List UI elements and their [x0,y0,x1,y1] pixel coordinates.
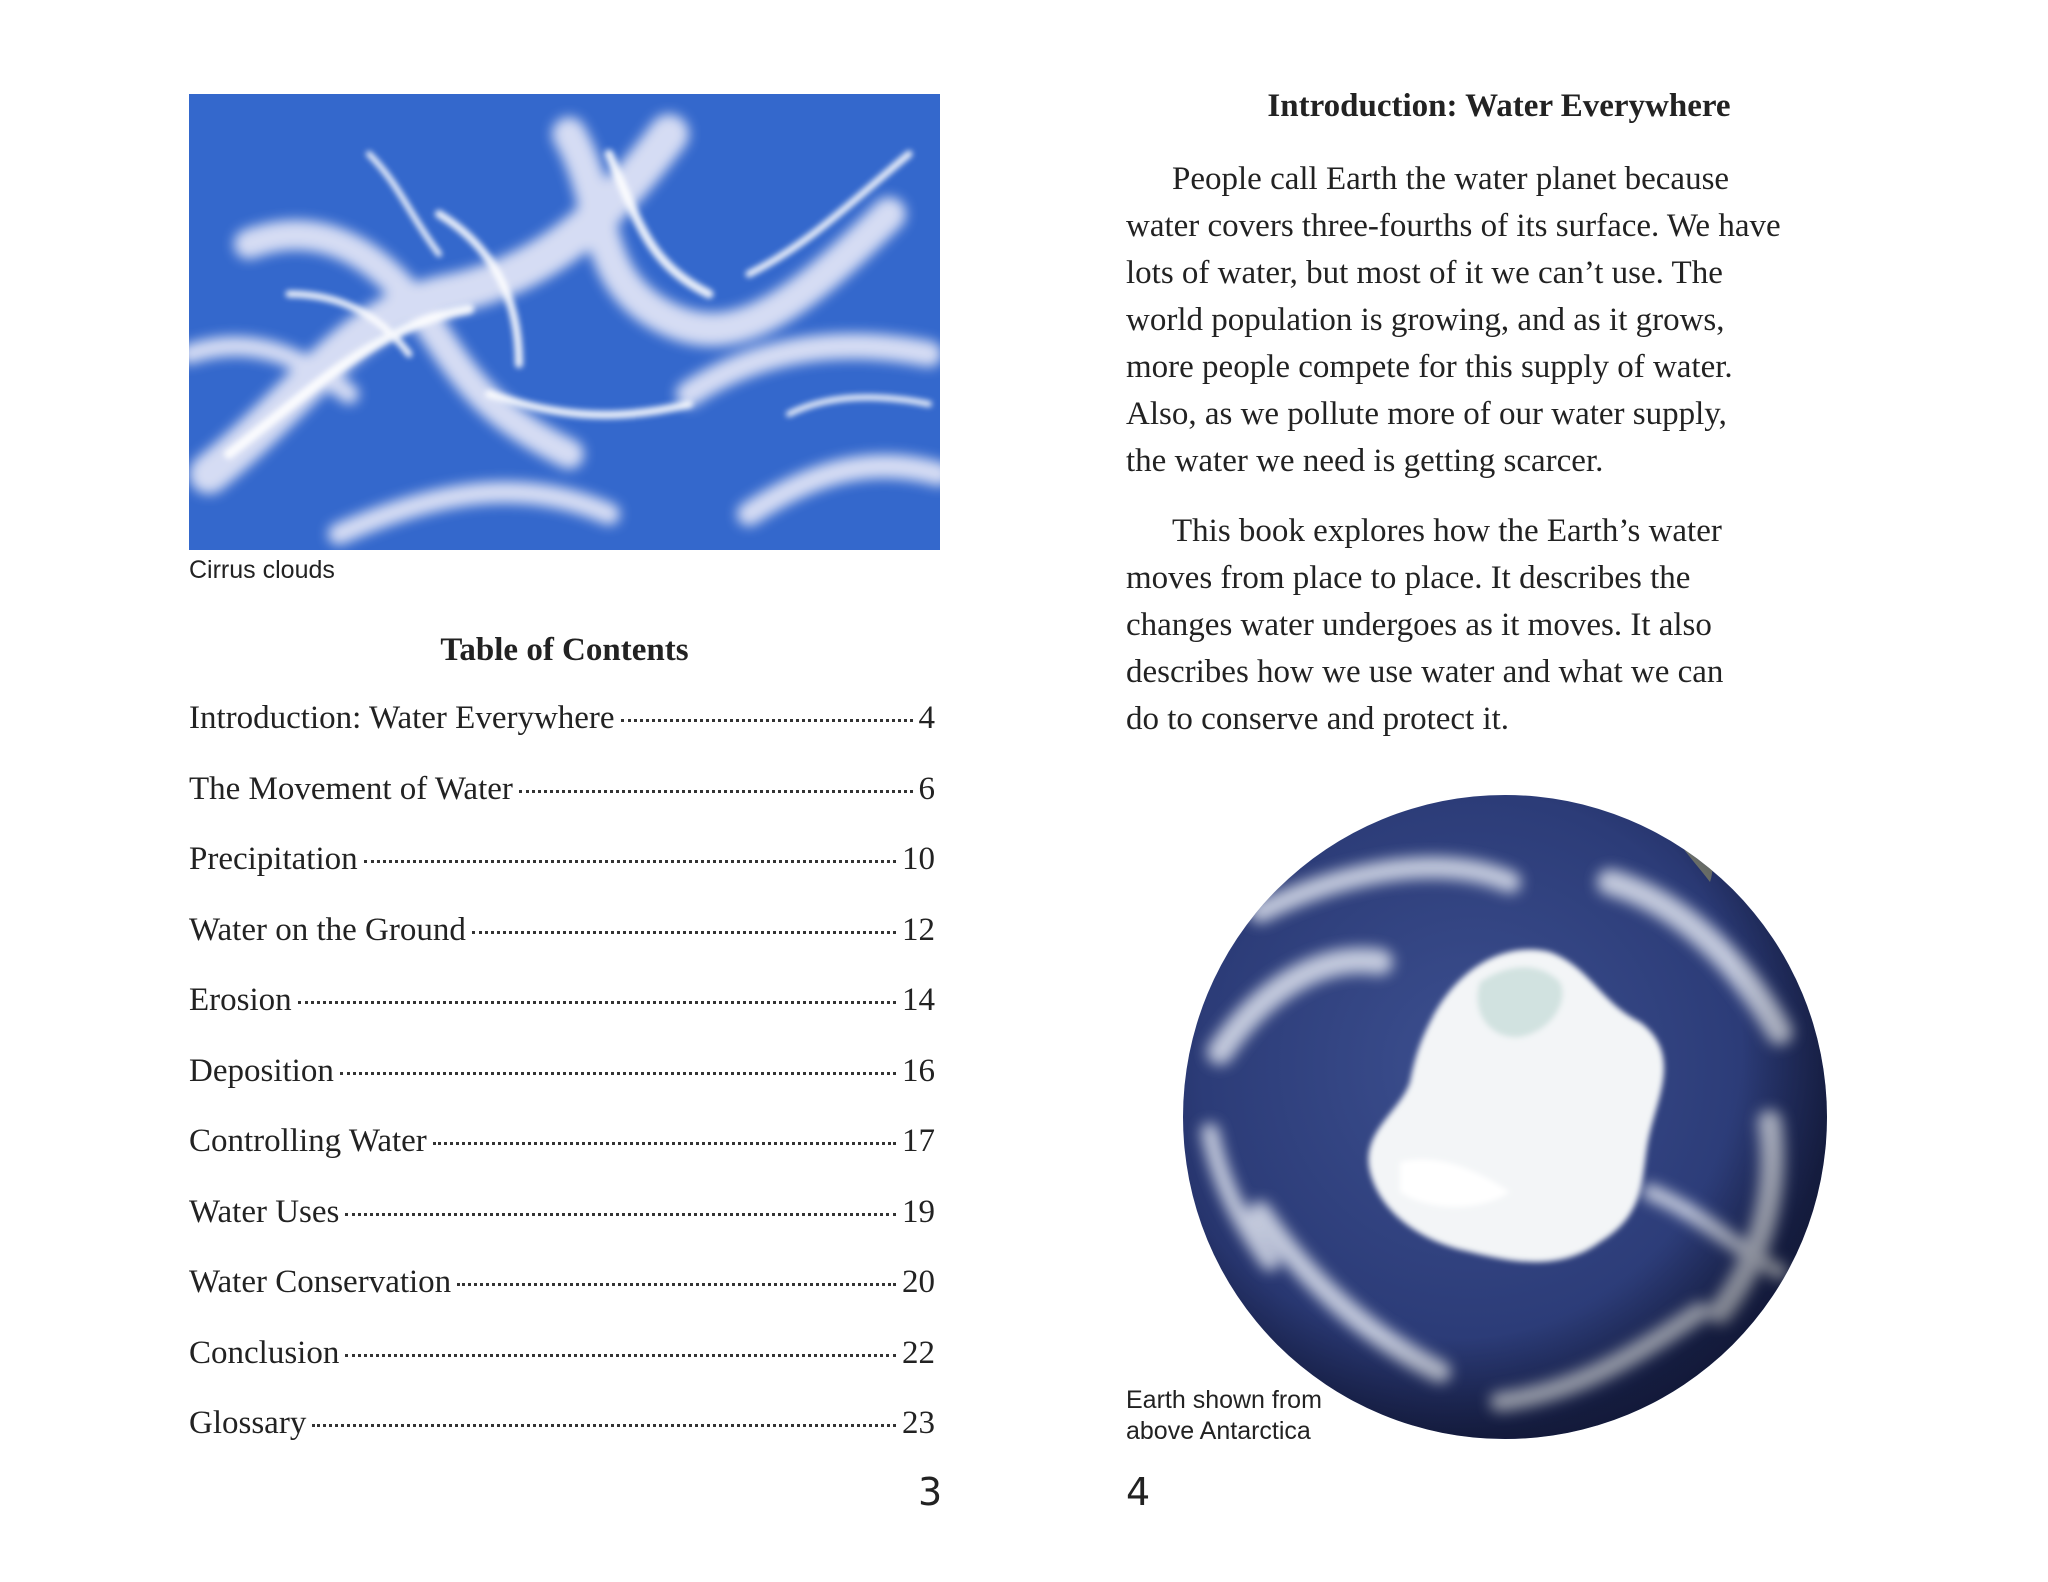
toc-entry[interactable] [189,1264,935,1335]
toc-leader-dots [345,1213,896,1216]
cirrus-clouds-photo [189,94,940,550]
toc-entry-label: Deposition [189,1052,334,1089]
toc-leader-dots [298,1001,896,1004]
cirrus-photo-caption: Cirrus clouds [189,556,335,584]
toc-entry-page: 16 [902,1052,935,1089]
toc-entry-page: 22 [902,1334,935,1371]
toc-entry[interactable] [189,1194,935,1265]
toc-leader-dots [519,790,913,793]
text-line: This book explores how the Earth’s water [1172,513,1722,549]
text-line: changes water undergoes as it moves. It also [1126,607,1712,643]
toc-entry-label: Water Uses [189,1193,340,1230]
toc-entry-page: 14 [902,982,935,1018]
toc-entry-page: 6 [918,770,935,807]
earth-photo-caption [1126,1385,1322,1447]
toc-entry[interactable] [189,771,935,842]
caption-line: above Antarctica [1126,1417,1311,1445]
toc-leader-dots [457,1283,896,1286]
toc-leader-dots [433,1142,896,1145]
toc-entry-label: Precipitation [189,841,358,877]
toc-entry-label: Controlling Water [189,1123,427,1159]
toc-leader-dots [472,931,896,934]
toc-entry-page: 17 [902,1123,935,1159]
toc-entry-page: 4 [918,700,935,736]
toc-entry[interactable] [189,912,935,983]
toc-entry-label: Glossary [189,1405,307,1441]
chapter-title: Introduction: Water Everywhere [1267,88,1731,124]
toc-entry-page: 10 [902,841,935,877]
page-number: 3 [918,1470,943,1514]
toc-entry-page: 19 [902,1193,935,1230]
intro-paragraph-1 [1126,156,1886,485]
toc-entry[interactable] [189,982,935,1053]
toc-leader-dots [340,1072,896,1075]
text-line: do to conserve and protect it. [1126,701,1510,737]
intro-paragraph-2 [1126,508,1886,743]
toc-entry[interactable] [189,1123,935,1194]
toc-entry[interactable] [189,1405,935,1476]
toc-entry[interactable] [189,1335,935,1406]
toc-entry[interactable] [189,700,935,771]
toc-leader-dots [345,1354,896,1357]
toc-leader-dots [312,1424,896,1427]
toc-entry[interactable] [189,1053,935,1124]
toc-entry-label: Erosion [189,982,292,1018]
toc-entry-label: Introduction: Water Everywhere [189,700,615,736]
toc-leader-dots [364,860,896,863]
text-line: the water we need is getting scarcer. [1126,443,1604,479]
text-line: People call Earth the water planet because [1172,161,1730,197]
toc-entry-label: Conclusion [189,1334,340,1371]
toc-entry-page: 23 [902,1405,935,1441]
text-line: world population is growing, and as it grows, [1126,302,1725,338]
earth-globe-photo [1180,792,1830,1442]
caption-line: Earth shown from [1126,1386,1322,1414]
text-line: lots of water, but most of it we can’t use. The [1126,255,1723,291]
toc-entry-page: 12 [902,911,935,948]
toc-title: Table of Contents [440,632,689,668]
table-of-contents [189,700,935,1476]
toc-entry[interactable] [189,841,935,912]
toc-entry-label: Water on the Ground [189,911,466,948]
toc-leader-dots [621,719,913,722]
page-number: 4 [1126,1470,1151,1514]
text-line: water covers three-fourths of its surface. We have [1126,208,1781,244]
toc-entry-label: The Movement of Water [189,770,513,807]
text-line: more people compete for this supply of water. [1126,349,1733,385]
toc-entry-page: 20 [902,1264,935,1300]
text-line: Also, as we pollute more of our water supply, [1126,396,1727,432]
toc-entry-label: Water Conservation [189,1264,452,1300]
text-line: describes how we use water and what we can [1126,654,1724,690]
text-line: moves from place to place. It describes the [1126,560,1691,596]
